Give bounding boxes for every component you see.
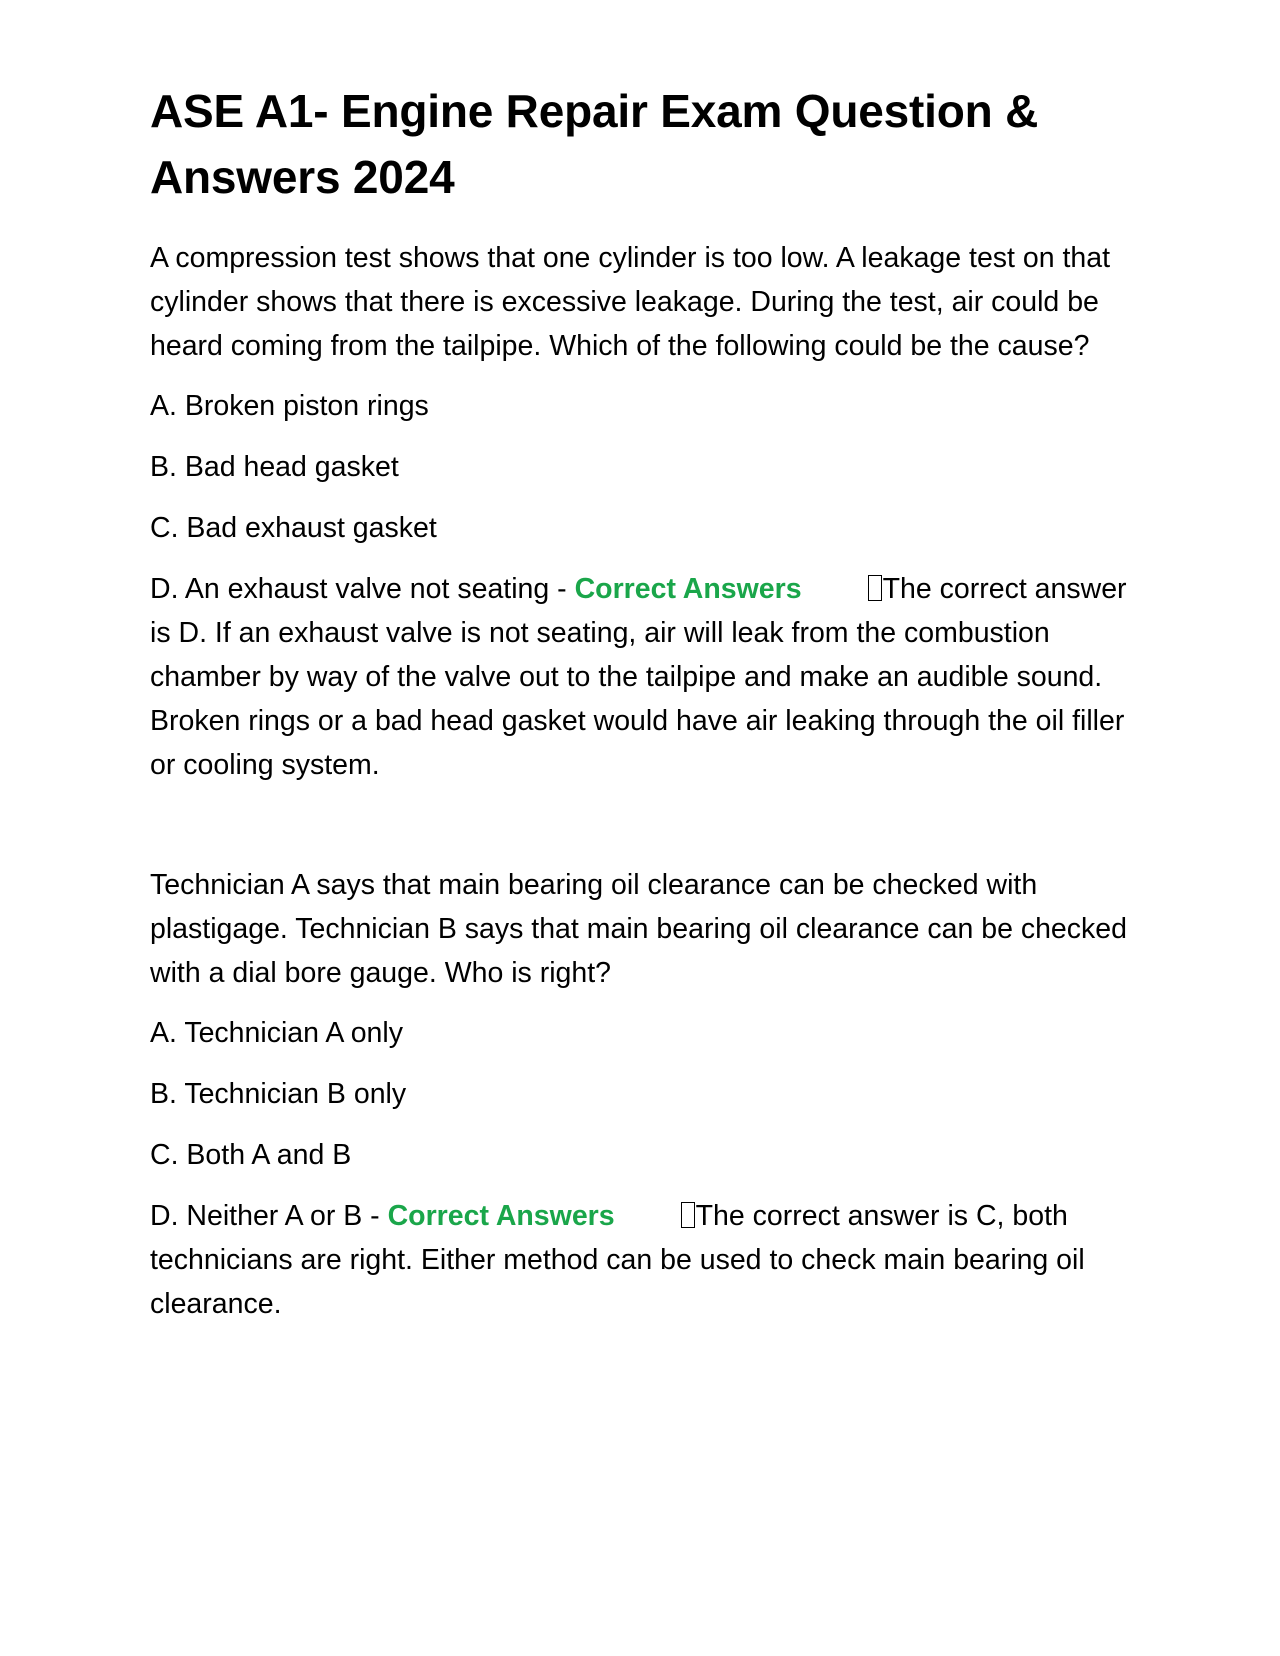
correct-answers-label: Correct Answers (574, 573, 802, 605)
answer-option-d: D. An exhaust valve not seating - (150, 573, 575, 605)
answer-option-b: B. Technician B only (150, 1078, 407, 1110)
answer-explanation: The correct answer is C, both technicians are right. Either method can be used to check main bearing oil clearance. (150, 1200, 1085, 1320)
answer-option-d-with-explanation (150, 567, 1130, 787)
document-page (150, 78, 1130, 1342)
answer-option-c: C. Both A and B (150, 1139, 352, 1171)
answer-option-c: C. Bad exhaust gasket (150, 512, 437, 544)
answer-option-a: A. Broken piston rings (150, 390, 429, 422)
question-2 (150, 863, 1130, 1326)
question-1 (150, 236, 1130, 787)
answer-option-d: D. Neither A or B - (150, 1200, 388, 1232)
checkbox-glyph-icon (868, 575, 882, 601)
answer-option-a: A. Technician A only (150, 1017, 403, 1049)
correct-answers-label: Correct Answers (387, 1200, 615, 1232)
answer-option-d-with-explanation (150, 1194, 1130, 1326)
answer-explanation: The correct answer is D. If an exhaust valve is not seating, air will leak from the combustion chamber by way of the valve out to the tailpipe and make an audible sound. Broken rings or a bad head gasket would have air leaking through the oil filler or cooling system. (150, 573, 1127, 781)
question-prompt: A compression test shows that one cylinder is too low. A leakage test on that cylinder shows that there is excessive leakage. During the test, air could be heard coming from the tailpipe. Which of the following could be the cause? (150, 242, 1111, 362)
question-prompt: Technician A says that main bearing oil clearance can be checked with plastigage. Technician B says that main bearing oil clearance can be checked with a dial bore gauge. Who is right? (150, 869, 1127, 989)
answer-option-b: B. Bad head gasket (150, 451, 399, 483)
section-gap (150, 803, 1130, 863)
document-title: ASE A1- Engine Repair Exam Question & Answers 2024 (150, 85, 1039, 203)
checkbox-glyph-icon (681, 1202, 695, 1228)
